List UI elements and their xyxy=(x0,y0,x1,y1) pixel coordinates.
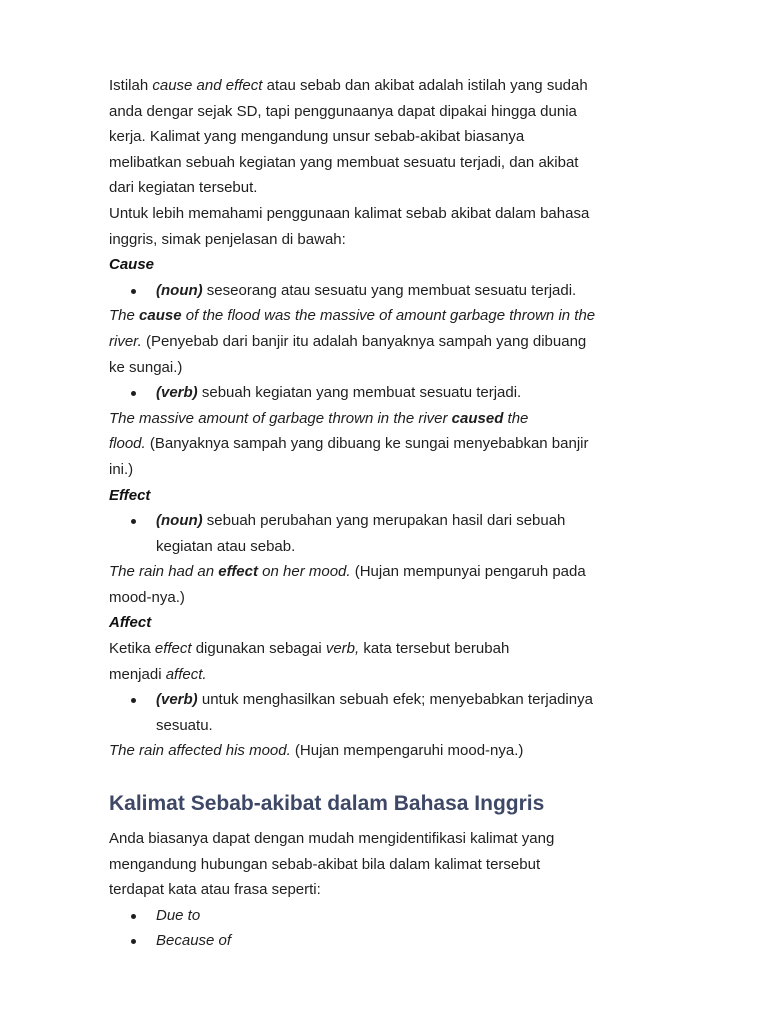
text-line: menjadi affect. xyxy=(109,665,207,683)
cause-heading: Cause xyxy=(109,256,155,274)
bullet-icon xyxy=(131,939,136,944)
bullet-icon xyxy=(131,698,136,703)
example-line: river. (Penyebab dari banjir itu adalah banyaknya sampah yang dibuang xyxy=(109,332,587,350)
list-item: (verb) sebuah kegiatan yang membuat sesuatu terjadi. xyxy=(109,380,688,406)
list-item: Because of xyxy=(109,928,688,954)
text-line: Untuk lebih memahami penggunaan kalimat sebab akibat dalam bahasa xyxy=(109,204,590,222)
example-line: flood. (Banyaknya sampah yang dibuang ke sungai menyebabkan banjir xyxy=(109,435,589,453)
bullet-icon xyxy=(131,519,136,524)
text-line: Ketika effect digunakan sebagai verb, kata tersebut berubah xyxy=(109,640,510,658)
list-item: (noun) seseorang atau sesuatu yang membuat sesuatu terjadi. xyxy=(109,278,688,304)
section-heading: Kalimat Sebab-akibat dalam Bahasa Inggris xyxy=(109,792,545,816)
intro-paragraph xyxy=(109,73,688,252)
text-line: dari kegiatan tersebut. xyxy=(109,179,258,197)
affect-heading: Affect xyxy=(109,614,152,632)
text-line: kerja. Kalimat yang mengandung unsur sebab-akibat biasanya xyxy=(109,128,525,146)
list-item: (noun) sebuah perubahan yang merupakan hasil dari sebuah xyxy=(109,508,688,534)
example-line: The cause of the flood was the massive of amount garbage thrown in the xyxy=(109,307,596,325)
text-line: anda dengar sejak SD, tapi penggunaanya dapat dipakai hingga dunia xyxy=(109,102,577,120)
list-item: Due to xyxy=(109,903,688,929)
example-line: The massive amount of garbage thrown in the river caused the xyxy=(109,409,529,427)
bullet-icon xyxy=(131,289,136,294)
example-line: ini.) xyxy=(109,460,134,478)
example-line: ke sungai.) xyxy=(109,358,183,376)
list-item: (verb) untuk menghasilkan sebuah efek; menyebabkan terjadinya xyxy=(109,687,688,713)
bullet-icon xyxy=(131,914,136,919)
text-line: Anda biasanya dapat dengan mudah mengidentifikasi kalimat yang xyxy=(109,830,555,848)
example-line: mood-nya.) xyxy=(109,588,185,606)
text-line: terdapat kata atau frasa seperti: xyxy=(109,881,321,899)
example-line: The rain affected his mood. (Hujan mempengaruhi mood-nya.) xyxy=(109,742,524,760)
text-line: Istilah cause and effect atau sebab dan akibat adalah istilah yang sudah xyxy=(109,77,588,94)
text-line: inggris, simak penjelasan di bawah: xyxy=(109,230,346,248)
text-line: melibatkan sebuah kegiatan yang membuat sesuatu terjadi, dan akibat xyxy=(109,153,579,171)
effect-heading: Effect xyxy=(109,486,151,504)
list-item-continuation: sesuatu. xyxy=(156,716,213,734)
bullet-icon xyxy=(131,391,136,396)
text-line: mengandung hubungan sebab-akibat bila dalam kalimat tersebut xyxy=(109,855,541,873)
list-item-continuation: kegiatan atau sebab. xyxy=(156,537,296,555)
example-line: The rain had an effect on her mood. (Hujan mempunyai pengaruh pada xyxy=(109,563,586,581)
